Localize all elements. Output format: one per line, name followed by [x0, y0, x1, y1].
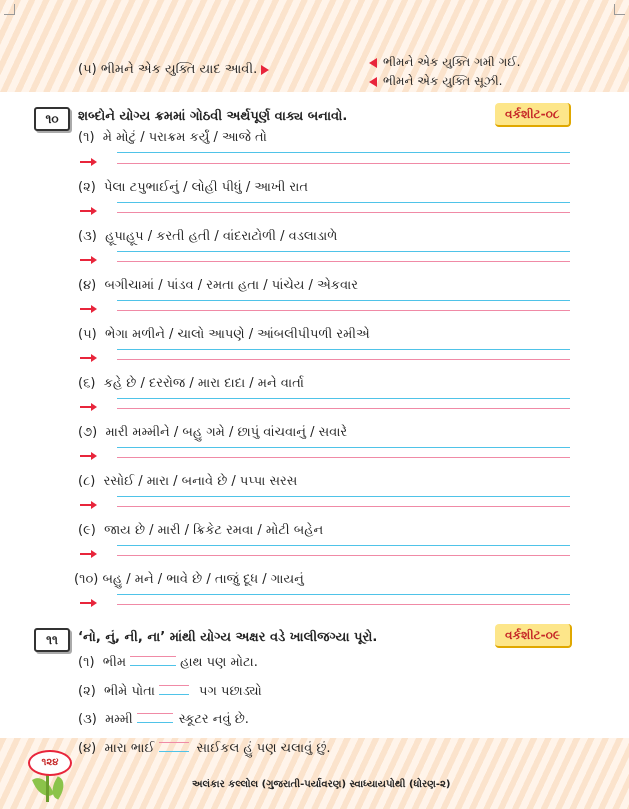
page-number: ૧૨૪ — [28, 750, 72, 776]
list-item — [78, 278, 358, 293]
writing-line[interactable] — [117, 594, 570, 595]
question-number-10: ૧૦ — [34, 107, 70, 131]
footer-book-title: અલંકાર કલ્લોલ (ગુજરાતી-પર્યાવરણ) સ્વાધ્યાયપોથી (ધોરણ-૨) — [192, 779, 451, 790]
item-number: (૭) — [78, 425, 98, 440]
answer-line[interactable] — [117, 408, 570, 409]
prev-option-1 — [369, 55, 520, 70]
writing-line[interactable] — [117, 152, 570, 153]
arrow-right-icon — [80, 602, 92, 604]
item-number: (૩) — [78, 712, 97, 727]
arrow-right-icon — [80, 455, 92, 457]
item-text-before: મમ્મી — [105, 712, 133, 727]
list-item — [78, 180, 308, 195]
item-text: જાય છે / મારી / ક્રિકેટ રમવા / મોટી બહેન — [104, 523, 324, 538]
question-11-title: ‘નો, નું, ની, ના’ માંથી યોગ્ય અક્ષર વડે ખાલીજગ્યા પૂરો. — [78, 630, 378, 645]
list-item — [78, 229, 337, 244]
arrow-right-icon — [80, 259, 92, 261]
item-text: બહુ / મને / ભાવે છે / તાજું દૂધ / ગાયનું — [102, 572, 304, 587]
answer-line[interactable] — [117, 310, 570, 311]
item-number: (૪) — [78, 278, 97, 293]
answer-line[interactable] — [117, 604, 570, 605]
prev-item-5 — [78, 62, 269, 77]
answer-line[interactable] — [117, 457, 570, 458]
fill-blank[interactable] — [130, 656, 176, 666]
prev-option-text: ભીમને એક યુક્તિ સૂઝી. — [383, 74, 503, 88]
item-text-before: ભીમ — [102, 655, 127, 670]
item-number: (૪) — [78, 741, 97, 756]
item-number: (૯) — [78, 523, 96, 538]
answer-line[interactable] — [117, 261, 570, 262]
writing-line[interactable] — [117, 398, 570, 399]
item-text: બગીચામાં / પાંડવ / રમતા હતા / પાંચેય / એકવાર — [104, 278, 358, 293]
fill-blank[interactable] — [137, 713, 173, 723]
list-item — [74, 572, 304, 587]
item-number: (૧) — [78, 655, 95, 670]
list-item — [78, 425, 347, 440]
arrow-right-icon — [80, 504, 92, 506]
item-text-after: સ્કૂટર નવું છે. — [178, 712, 249, 727]
list-item — [78, 327, 370, 342]
prev-item-5-text: (૫) ભીમને એક યુક્તિ યાદ આવી. — [78, 62, 258, 77]
item-text: રસોઈ / મારા / બનાવે છે / પપ્પા સરસ — [103, 474, 298, 489]
item-number: (૧૦) — [74, 572, 99, 587]
question-number-11: ૧૧ — [34, 628, 70, 652]
item-text: પેલા ટપુભાઈનું / લોહી પીધું / આખી રાત — [104, 180, 308, 195]
item-text-before: ભીમે પોતા — [104, 684, 155, 699]
item-text-after: હાથ પણ મોટા. — [180, 655, 258, 670]
worksheet-badge-08: વર્કશીટ-૦૮ — [495, 103, 571, 127]
crop-mark — [4, 4, 15, 15]
item-number: (૬) — [78, 376, 96, 391]
list-item — [78, 474, 297, 489]
worksheet-badge-09: વર્કશીટ-૦૯ — [495, 624, 572, 648]
list-item — [78, 684, 262, 699]
question-10-title: શબ્દોને યોગ્ય ક્રમમાં ગોઠવી અર્થપૂર્ણ વાક્ય બનાવો. — [78, 109, 348, 124]
item-number: (૨) — [78, 684, 96, 699]
answer-line[interactable] — [117, 506, 570, 507]
arrow-right-icon — [80, 553, 92, 555]
item-text: મે મોટું / પરાક્રમ કર્યું / આજે તો — [102, 130, 267, 145]
triangle-left-icon — [369, 58, 377, 68]
arrow-right-icon — [261, 65, 269, 75]
list-item — [78, 741, 331, 756]
arrow-right-icon — [80, 210, 92, 212]
writing-line[interactable] — [117, 496, 570, 497]
prev-option-2 — [369, 74, 503, 89]
item-number: (૫) — [78, 327, 97, 342]
list-item — [78, 655, 258, 670]
item-text: મારી મમ્મીને / બહુ ગમે / છાપું વાંચવાનું / સવારે — [105, 425, 348, 440]
answer-line[interactable] — [117, 555, 570, 556]
item-number: (૨) — [78, 180, 96, 195]
item-number: (૮) — [78, 474, 96, 489]
fill-blank[interactable] — [159, 742, 189, 752]
list-item — [78, 712, 249, 727]
writing-line[interactable] — [117, 202, 570, 203]
prev-option-text: ભીમને એક યુક્તિ ગમી ગઈ. — [383, 55, 521, 69]
arrow-right-icon — [80, 308, 92, 310]
writing-line[interactable] — [117, 251, 570, 252]
list-item — [78, 523, 323, 538]
arrow-right-icon — [80, 406, 92, 408]
item-text: હૂપાહૂપ / કરતી હતી / વાંદરાટોળી / વડલાડાળે — [105, 229, 338, 244]
writing-line[interactable] — [117, 545, 570, 546]
fill-blank[interactable] — [159, 685, 189, 695]
answer-line[interactable] — [117, 359, 570, 360]
list-item — [78, 130, 267, 145]
writing-line[interactable] — [117, 447, 570, 448]
top-decorative-band — [0, 0, 629, 92]
answer-line[interactable] — [117, 212, 570, 213]
triangle-left-icon — [369, 77, 377, 87]
item-text: કહે છે / દરરોજ / મારા દાદા / મને વાર્તા — [103, 376, 304, 391]
item-text: ભેગા મળીને / ચાલો આપણે / આંબલીપીપળી રમીએ — [104, 327, 370, 342]
item-number: (૩) — [78, 229, 97, 244]
writing-line[interactable] — [117, 349, 570, 350]
item-number: (૧) — [78, 130, 95, 145]
arrow-right-icon — [80, 357, 92, 359]
list-item — [78, 376, 304, 391]
arrow-right-icon — [80, 161, 92, 163]
writing-line[interactable] — [117, 300, 570, 301]
crop-mark — [614, 4, 625, 15]
answer-line[interactable] — [117, 163, 570, 164]
item-text-after: પગ પછાડ્યો — [198, 684, 262, 699]
item-text-after: સાઈકલ હું પણ ચલાવું છું. — [196, 741, 331, 756]
stem-icon — [46, 772, 49, 802]
item-text-before: મારા ભાઈ — [104, 741, 155, 756]
